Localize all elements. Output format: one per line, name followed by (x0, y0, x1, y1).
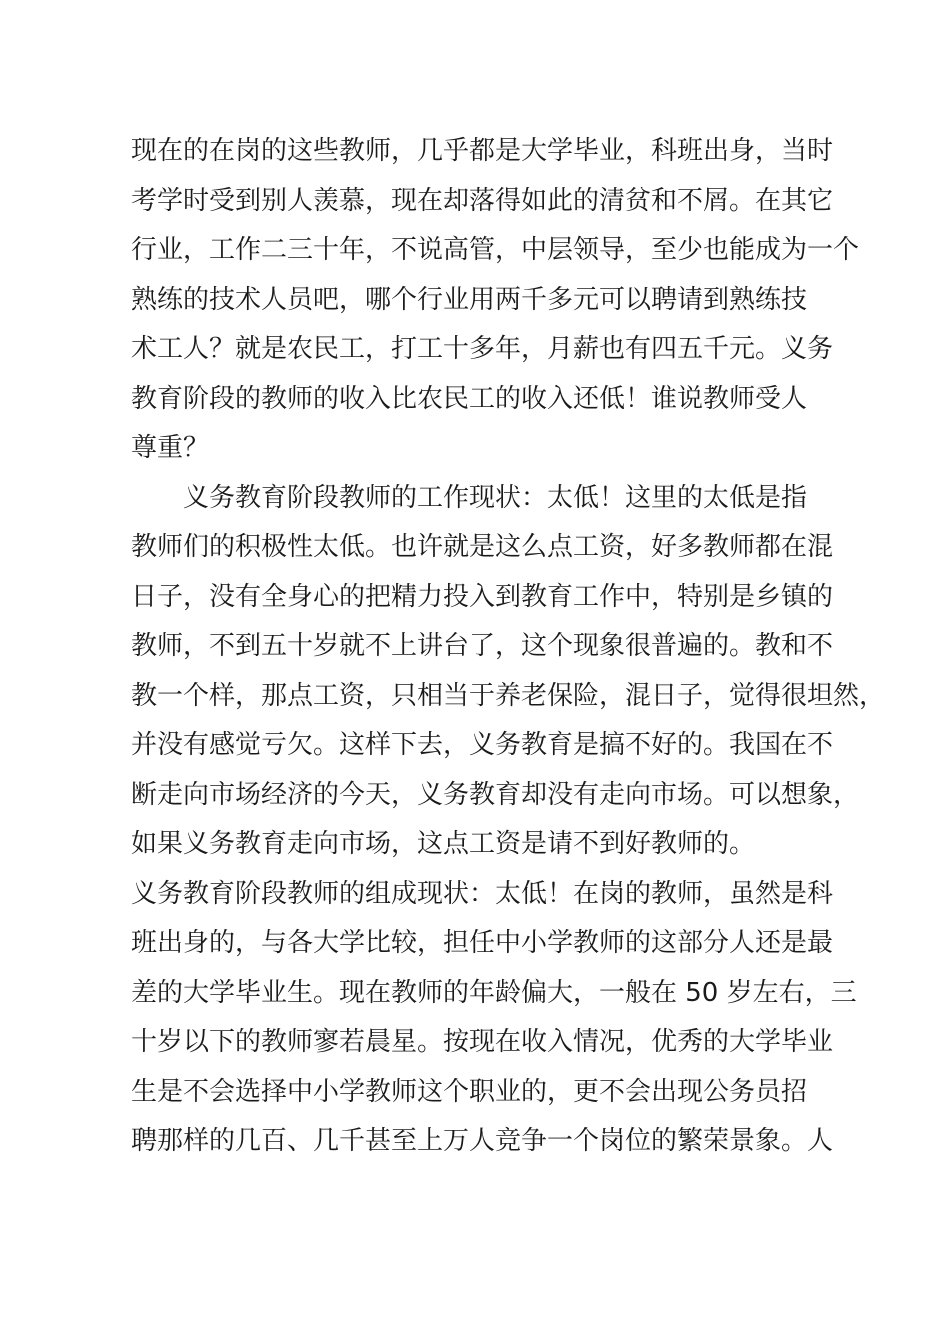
text-line: 考学时受到别人羡慕，现在却落得如此的清贫和不屑。在其它 (131, 185, 834, 216)
text-line: 义务教育阶段教师的组成现状：太低！在岗的教师，虽然是科 (131, 878, 834, 909)
paragraph (131, 870, 857, 1167)
text-line: 尊重？ (131, 433, 210, 463)
text-line: 现在的在岗的这些教师，几乎都是大学毕业，科班出身，当时 (131, 136, 834, 166)
text-line: 生是不会选择中小学教师这个职业的，更不会出现公务员招 (131, 1076, 808, 1107)
paragraph (131, 127, 860, 474)
text-line: 班出身的，与各大学比较，担任中小学教师的这部分人还是最 (131, 928, 834, 958)
text-line: 日子，没有全身心的把精力投入到教育工作中，特别是乡镇的 (131, 581, 834, 612)
text-line: 十岁以下的教师寥若晨星。按现在收入情况，优秀的大学毕业 (131, 1027, 834, 1057)
text-line: 如果义务教育走向市场，这点工资是请不到好教师的。 (131, 829, 756, 859)
text-line: 教师们的积极性太低。也许就是这么点工资，好多教师都在混 (131, 532, 834, 562)
text-line: 教师，不到五十岁就不上讲台了，这个现象很普遍的。教和不 (131, 631, 834, 661)
document-body (131, 127, 886, 1167)
text-line: 并没有感觉亏欠。这样下去，义务教育是搞不好的。我国在不 (131, 730, 834, 760)
text-line: 断走向市场经济的今天，义务教育却没有走向市场。可以想象， (131, 779, 860, 810)
text-line: 差的大学毕业生。现在教师的年龄偏大，一般在 50 岁左右，三 (131, 977, 857, 1008)
text-line: 教一个样，那点工资，只相当于养老保险，混日子，觉得很坦然， (131, 680, 886, 711)
paragraph (131, 474, 886, 870)
text-line: 术工人？就是农民工，打工十多年，月薪也有四五千元。义务 (131, 334, 834, 364)
text-line: 义务教育阶段教师的工作现状：太低！这里的太低是指 (183, 482, 808, 513)
text-line: 熟练的技术人员吧，哪个行业用两千多元可以聘请到熟练技 (131, 284, 808, 315)
text-line: 行业，工作二三十年，不说高管，中层领导，至少也能成为一个 (131, 235, 860, 265)
text-line: 教育阶段的教师的收入比农民工的收入还低！谁说教师受人 (131, 383, 808, 414)
text-line: 聘那样的几百、几千甚至上万人竞争一个岗位的繁荣景象。人 (131, 1126, 834, 1156)
